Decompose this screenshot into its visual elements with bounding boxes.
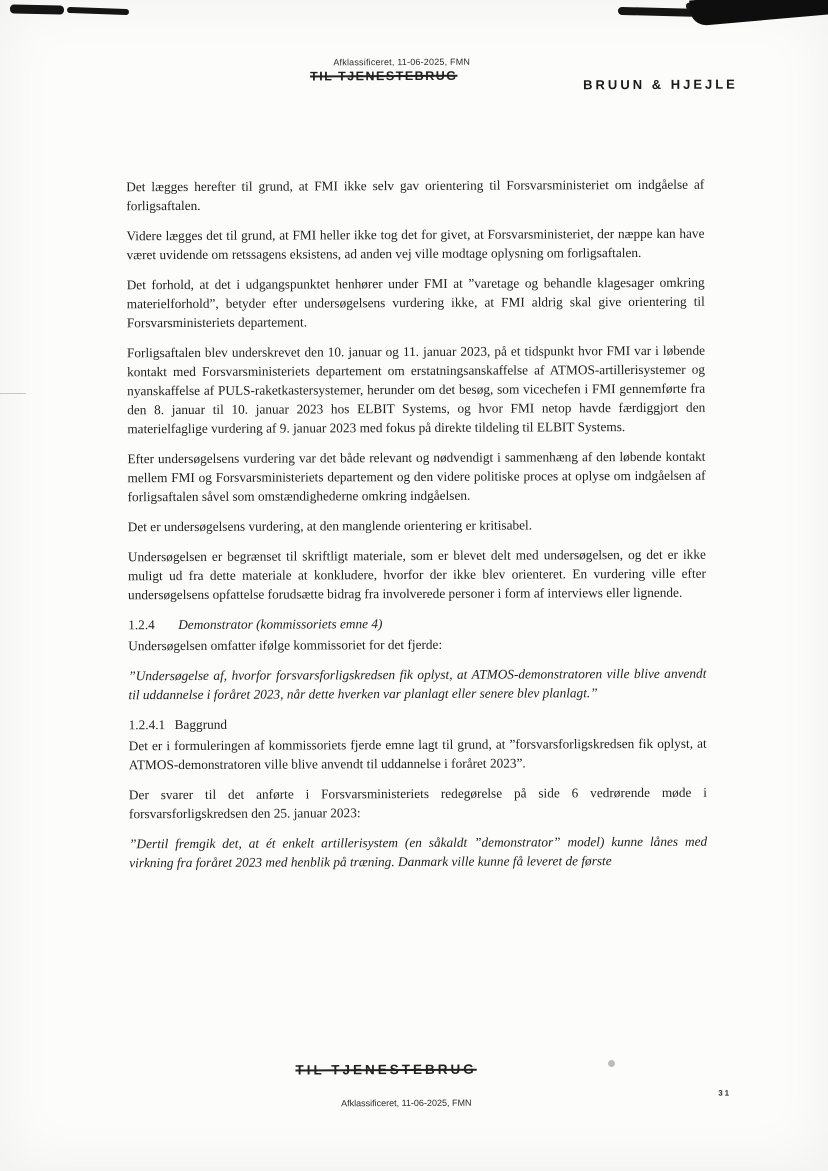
paragraph: Det er undersøgelsens vurdering, at den manglende orientering er kritisabel. [127, 517, 533, 535]
paragraph: Undersøgelsen omfatter ifølge kommissoriet for det fjerde: [128, 636, 443, 654]
paragraph: Videre lægges det til grund, at FMI heller ikke tog det for givet, at Forsvarsministeriet, der næppe kan have været uvidende om retssagens eksistens, ad anden vej ville modtage oplysning om forligsaftalen. [126, 225, 705, 263]
paragraph: Der svarer til det anførte i Forsvarsministeriets redegørelse på side 6 vedrørende møde i forsvarsforligskredsen den 25. januar 2023: [128, 784, 707, 822]
declassification-note-top: Afklassificeret, 11-06-2025, FMN [333, 56, 471, 68]
paragraph: Undersøgelsen er begrænset til skriftligt materiale, som er blevet delt med undersøgelsen, og det er ikke muligt ud fra dette materiale at konkludere, hvorfor der ikke blev orienteret. En vurdering ville efter undersøgelsens opfattelse forudsætte bidrag fra involverede personer i form af interviews eller lignende. [127, 546, 706, 603]
paragraph: Det forhold, at det i udgangspunktet henhører under FMI at ”varetage og behandle klagesager omkring materielforhold”, betyder efter undersøgelsens vurdering ikke, at FMI aldrig skal give orientering til Forsvarsministeriets departement. [126, 274, 705, 331]
classification-marking-top: TIL TJENESTEBRUG [310, 68, 458, 84]
quoted-paragraph: ”Dertil fremgik det, at ét enkelt artillerisystem (en såkaldt ”demonstrator” model) kunne lånes med virkning fra foråret 2023 med henblik på træning. Danmark ville kunne få leveret de første [129, 833, 708, 871]
paragraph: Forligsaftalen blev underskrevet den 10. januar og 11. januar 2023, på et tidspunkt hvor FMI var i løbende kontakt med Forsvarsministeriets departement om erstatningsanskaffelse af ATMOS-artillerisystemer og nyanskaffelse af PULS-raketkastersystemer, herunder om det besøg, som vicechefen i FMI gennemførte fra den 8. januar til 10. januar 2023 hos ELBIT Systems, og hvor FMI netop havde færdiggjort den materielfaglige vurdering af 9. januar 2023 med fokus på direkte tildeling til ELBIT Systems. [126, 342, 706, 437]
section-heading [129, 713, 707, 735]
paragraph: Efter undersøgelsens vurdering var det både relevant og nødvendigt i sammenhæng af den løbende kontakt mellem FMI og Forsvarsministeriets departement og den videre politiske proces at oplyse om indgåelsen af forligsaftalen såvel som omstændighederne omkring indgåelsen. [127, 448, 706, 505]
paragraph: Det er i formuleringen af kommissoriets fjerde emne lagt til grund, at ”forsvarsforligskredsen fik oplyst, at ATMOS-demonstratoren ville blive anvendt til uddannelse i foråret 2023”. [128, 735, 707, 773]
document-body [126, 175, 707, 884]
paragraph: Det lægges herefter til grund, at FMI ikke selv gav orientering til Forsvarsministeriet om indgåelse af forligsaftalen. [126, 176, 705, 214]
section-title: Baggrund [174, 716, 228, 733]
section-number: 1.2.4.1 [128, 717, 166, 733]
section-heading [128, 613, 706, 635]
declassification-note-bottom: Afklassificeret, 11-06-2025, FMN [341, 1097, 472, 1109]
classification-marking-bottom: TIL TJENESTEBRUG [295, 1061, 477, 1078]
firm-logo: BRUUN & HJEJLE [583, 76, 738, 93]
section-title: Demonstrator (kommissoriets emne 4) [178, 616, 383, 633]
section-number: 1.2.4 [128, 617, 155, 633]
page-number: 31 [718, 1088, 732, 1098]
quoted-paragraph: ”Undersøgelse af, hvorfor forsvarsforligskredsen fik oplyst, at ATMOS-demonstratoren ville blive anvendt til uddannelse i foråret 2023, når dette hverken var planlagt eller senere blev planlagt.” [128, 665, 707, 703]
